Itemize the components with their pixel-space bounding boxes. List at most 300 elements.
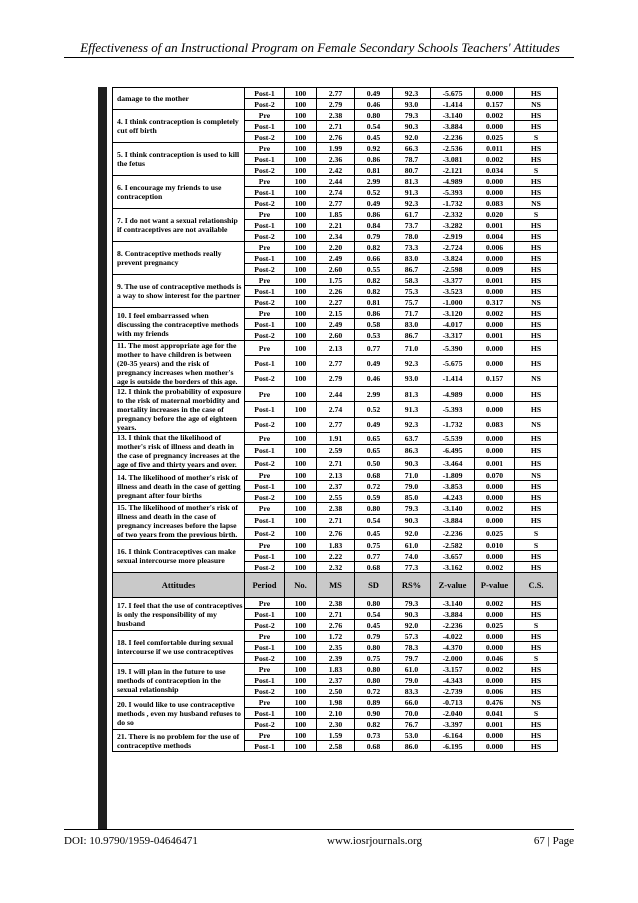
table-cell: Post-1 [245,481,285,492]
table-cell: 0.000 [475,187,515,198]
table-cell: 92.3 [393,88,431,99]
table-cell: 58.3 [393,275,431,286]
table-cell: 0.49 [355,417,393,432]
table-cell: 66.3 [393,143,431,154]
table-cell: 0.77 [355,551,393,562]
attitude-statement: 10. I feel embarrassed when discussing the contraceptive methods with my friends [113,308,245,341]
table-cell: 73.3 [393,242,431,253]
col-header: No. [285,573,317,598]
table-cell: -2.236 [431,132,475,143]
table-cell: 2.20 [317,242,355,253]
footer-website: www.iosrjournals.org [327,835,423,847]
table-cell: 2.71 [317,121,355,132]
table-cell: HS [515,402,558,417]
table-cell: 0.000 [475,121,515,132]
table-cell: HS [515,264,558,275]
table-cell: 66.0 [393,697,431,708]
table-cell: HS [515,275,558,286]
table-cell: 0.000 [475,609,515,620]
table-cell: 100 [285,275,317,286]
table-cell: 80.7 [393,165,431,176]
table-cell: 0.45 [355,132,393,143]
table-cell: 92.0 [393,527,431,539]
table-cell: HS [515,492,558,503]
col-header: SD [355,573,393,598]
table-cell: HS [515,741,558,752]
table-cell: 2.38 [317,598,355,609]
table-cell: 0.79 [355,231,393,242]
table-cell: 2.79 [317,371,355,386]
table-cell: -3.140 [431,503,475,515]
table-cell: 2.71 [317,515,355,527]
table-cell: -1.000 [431,297,475,308]
table-cell: 0.68 [355,741,393,752]
table-cell: 100 [285,371,317,386]
table-row [113,275,558,286]
attitude-statement: 7. I do not want a sexual relationship if contraceptives are not available [113,209,245,242]
attitude-statement: 17. I feel that the use of contraceptives is only the responsibility of my husband [113,598,245,631]
table-cell: -2.000 [431,653,475,664]
table-cell: 0.82 [355,242,393,253]
attitude-statement: 13. I think that the likelihood of mother's risk of illness and death in the case of pregnancy increases at the age of five and thirty years and over. [113,433,245,470]
table-cell: HS [515,387,558,402]
table-cell: 76.7 [393,719,431,730]
table-cell: 2.34 [317,231,355,242]
table-cell: HS [515,515,558,527]
footer-doi: DOI: 10.9790/1959-04646471 [64,835,198,847]
table-cell: 100 [285,631,317,642]
table-cell: HS [515,110,558,121]
table-cell: 2.76 [317,620,355,631]
table-cell: HS [515,308,558,319]
table-row [113,697,558,708]
table-cell: 100 [285,209,317,220]
table-cell: NS [515,198,558,209]
table-cell: 0.001 [475,719,515,730]
table-cell: -0.713 [431,697,475,708]
table-cell: 0.157 [475,371,515,386]
table-cell: Post-2 [245,198,285,209]
table-cell: 70.0 [393,708,431,719]
table-cell: 100 [285,470,317,481]
table-cell: Post-1 [245,642,285,653]
table-cell: Pre [245,540,285,551]
table-cell: 74.0 [393,551,431,562]
table-cell: Pre [245,730,285,741]
table-cell: 0.000 [475,402,515,417]
table-cell: -3.853 [431,481,475,492]
table-cell: 83.3 [393,686,431,697]
table-cell: 0.75 [355,653,393,664]
table-cell: 0.317 [475,297,515,308]
table-cell: 100 [285,481,317,492]
table-cell: 100 [285,143,317,154]
table-cell: 71.7 [393,308,431,319]
table-cell: 0.476 [475,697,515,708]
table-cell: 100 [285,264,317,275]
table-cell: 93.0 [393,371,431,386]
table-cell: 0.49 [355,88,393,99]
table-cell: 2.22 [317,551,355,562]
table-cell: -1.732 [431,417,475,432]
table-cell: 79.0 [393,675,431,686]
table-cell: 2.60 [317,330,355,341]
attitude-statement: 16. I think Contraceptives can make sexual intercourse more pleasure [113,540,245,573]
table-row [113,664,558,675]
table-cell: Post-1 [245,121,285,132]
table-cell: 100 [285,540,317,551]
table-cell: -2.236 [431,527,475,539]
table-cell: 2.55 [317,492,355,503]
table-cell: HS [515,319,558,330]
table-cell: 2.44 [317,387,355,402]
table-cell: S [515,132,558,143]
table-cell: Pre [245,176,285,187]
table-cell: 100 [285,187,317,198]
table-cell: HS [515,253,558,264]
table-cell: 0.000 [475,741,515,752]
table-row [113,341,558,356]
table-cell: Pre [245,598,285,609]
table-cell: 90.3 [393,609,431,620]
table-cell: 0.020 [475,209,515,220]
table-cell: Pre [245,503,285,515]
table-cell: 2.77 [317,356,355,371]
table-cell: 0.000 [475,481,515,492]
table-cell: 0.80 [355,664,393,675]
table-cell: HS [515,730,558,741]
table-cell: Post-1 [245,319,285,330]
table-cell: S [515,527,558,539]
table-cell: 0.54 [355,121,393,132]
table-cell: 100 [285,286,317,297]
table-cell: 2.32 [317,562,355,573]
table-cell: 0.002 [475,562,515,573]
table-cell: NS [515,297,558,308]
table-cell: 0.54 [355,515,393,527]
table-cell: Post-2 [245,686,285,697]
table-cell: -2.739 [431,686,475,697]
table-cell: 0.157 [475,99,515,110]
table-cell: -2.121 [431,165,475,176]
table-cell: 0.000 [475,433,515,445]
table-cell: 100 [285,387,317,402]
table-cell: -3.884 [431,515,475,527]
attitude-statement: 14. The likelihood of mother's risk of illness and death in the case of getting pregnant after four births [113,470,245,503]
table-cell: 0.001 [475,220,515,231]
table-cell: HS [515,176,558,187]
table-cell: 100 [285,620,317,631]
table-cell: 78.0 [393,231,431,242]
table-cell: 0.006 [475,242,515,253]
table-cell: 0.046 [475,653,515,664]
table-cell: 100 [285,198,317,209]
table-cell: Post-1 [245,551,285,562]
col-header: P-value [475,573,515,598]
table-cell: 79.7 [393,653,431,664]
table-cell: Post-2 [245,562,285,573]
table-cell: -4.017 [431,319,475,330]
table-cell: 0.73 [355,730,393,741]
table-cell: 0.86 [355,308,393,319]
table-cell: -3.657 [431,551,475,562]
table-cell: 0.89 [355,697,393,708]
table-cell: 100 [285,121,317,132]
table-cell: S [515,708,558,719]
table-cell: Pre [245,697,285,708]
table-cell: 0.82 [355,286,393,297]
table-cell: Post-2 [245,297,285,308]
table-cell: 0.025 [475,527,515,539]
table-cell: Post-2 [245,132,285,143]
table-cell: Post-1 [245,515,285,527]
table-cell: 0.86 [355,209,393,220]
table-cell: -3.317 [431,330,475,341]
table-cell: HS [515,503,558,515]
table-cell: 100 [285,598,317,609]
table-cell: -1.809 [431,470,475,481]
table-cell: 0.000 [475,551,515,562]
table-cell: 0.083 [475,417,515,432]
table-cell: 0.025 [475,620,515,631]
table-cell: 1.72 [317,631,355,642]
table-cell: NS [515,99,558,110]
table-cell: Post-1 [245,741,285,752]
table-cell: 2.42 [317,165,355,176]
table-cell: -4.989 [431,176,475,187]
table-cell: 2.13 [317,341,355,356]
table-cell: 0.65 [355,433,393,445]
table-cell: 100 [285,88,317,99]
footer-page-number: 67 | Page [533,835,574,847]
table-cell: 0.75 [355,540,393,551]
table-cell: 100 [285,551,317,562]
table-cell: 100 [285,515,317,527]
table-cell: HS [515,642,558,653]
table-cell: HS [515,433,558,445]
table-cell: 0.45 [355,527,393,539]
table-cell: HS [515,664,558,675]
table-row [113,503,558,515]
table-cell: 1.83 [317,540,355,551]
attitude-statement: 20. I would like to use contraceptive methods , even my husband refuses to do so [113,697,245,730]
table-cell: 100 [285,319,317,330]
table-cell: 100 [285,457,317,469]
table-cell: 78.7 [393,154,431,165]
attitude-statement: 18. I feel comfortable during sexual intercourse if we use contraceptives [113,631,245,664]
table-cell: S [515,620,558,631]
table-cell: 90.3 [393,121,431,132]
table-cell: -3.081 [431,154,475,165]
table-cell: 2.50 [317,686,355,697]
table-cell: -2.919 [431,231,475,242]
table-cell: 100 [285,433,317,445]
table-cell: 2.30 [317,719,355,730]
table-cell: 92.3 [393,198,431,209]
table-cell: Post-2 [245,99,285,110]
table-cell: 2.38 [317,110,355,121]
attitude-statement: 5. I think contraception is used to kill the fetus [113,143,245,176]
table-cell: 100 [285,527,317,539]
table-cell: 0.80 [355,503,393,515]
table-cell: 0.083 [475,198,515,209]
table-cell: -2.536 [431,143,475,154]
table-cell: 100 [285,741,317,752]
table-cell: 1.99 [317,143,355,154]
table-cell: 0.000 [475,253,515,264]
table-cell: 100 [285,165,317,176]
table-cell: 90.3 [393,515,431,527]
table-cell: 0.000 [475,286,515,297]
table-cell: 2.71 [317,457,355,469]
table-cell: HS [515,242,558,253]
table-cell: -3.140 [431,110,475,121]
table-cell: HS [515,631,558,642]
table-row [113,110,558,121]
table-cell: 57.3 [393,631,431,642]
table-cell: 100 [285,402,317,417]
table-cell: 0.002 [475,110,515,121]
table-cell: -3.523 [431,286,475,297]
table-row [113,242,558,253]
table-cell: 0.84 [355,220,393,231]
table-cell: 0.000 [475,319,515,330]
table-row [113,540,558,551]
table-cell: 0.006 [475,686,515,697]
table-cell: 61.0 [393,540,431,551]
table-cell: 100 [285,99,317,110]
table-cell: HS [515,356,558,371]
table-cell: HS [515,481,558,492]
table-cell: Pre [245,143,285,154]
table-cell: -4.243 [431,492,475,503]
table-cell: 2.76 [317,527,355,539]
table-cell: 2.26 [317,286,355,297]
table-cell: 0.010 [475,540,515,551]
table-cell: HS [515,286,558,297]
table-row [113,387,558,402]
table-cell: 0.72 [355,686,393,697]
table-cell: 0.025 [475,132,515,143]
table-cell: -3.377 [431,275,475,286]
table-cell: -5.675 [431,356,475,371]
table-row [113,730,558,741]
table-row [113,176,558,187]
table-cell: Pre [245,470,285,481]
table-cell: -3.884 [431,121,475,132]
table-cell: 100 [285,330,317,341]
table-cell: -2.040 [431,708,475,719]
table-cell: 100 [285,176,317,187]
table-cell: -3.120 [431,308,475,319]
table-cell: -5.393 [431,187,475,198]
table-cell: -6.164 [431,730,475,741]
table-cell: NS [515,470,558,481]
table-cell: NS [515,697,558,708]
table-cell: Post-1 [245,88,285,99]
table-cell: 0.000 [475,341,515,356]
table-cell: Post-1 [245,253,285,264]
table-cell: 100 [285,220,317,231]
table-cell: Post-1 [245,286,285,297]
attitude-statement: damage to the mother [113,88,245,110]
table-cell: 0.49 [355,356,393,371]
table-row [113,598,558,609]
table-cell: Post-1 [245,154,285,165]
table-cell: 0.070 [475,470,515,481]
table-cell: HS [515,220,558,231]
table-cell: Post-1 [245,220,285,231]
table-cell: Post-2 [245,457,285,469]
table-cell: 83.0 [393,253,431,264]
table-cell: 100 [285,642,317,653]
table-cell: S [515,209,558,220]
table-row [113,209,558,220]
table-cell: 0.80 [355,598,393,609]
table-cell: -3.824 [431,253,475,264]
table-cell: 0.86 [355,154,393,165]
table-cell: 92.0 [393,620,431,631]
table-cell: NS [515,371,558,386]
table-cell: 1.83 [317,664,355,675]
table-cell: HS [515,445,558,457]
table-cell: HS [515,330,558,341]
table-cell: 2.21 [317,220,355,231]
col-header: MS [317,573,355,598]
table-cell: 86.7 [393,330,431,341]
table-cell: 0.002 [475,308,515,319]
table-cell: 1.98 [317,697,355,708]
table-cell: 100 [285,562,317,573]
table-cell: HS [515,719,558,730]
table-cell: 0.002 [475,664,515,675]
table-cell: 75.3 [393,286,431,297]
running-header: Effectiveness of an Instructional Program on Female Secondary Schools Teachers' Attitudes [80,40,560,55]
attitude-statement: 15. The likelihood of mother's risk of illness and death in the case of pregnancy increases before the lapse of two years from the previous birth. [113,503,245,540]
table-cell: 2.15 [317,308,355,319]
table-cell: 100 [285,253,317,264]
table-cell: -3.162 [431,562,475,573]
table-cell: -2.582 [431,540,475,551]
col-header: Period [245,573,285,598]
table-cell: -4.343 [431,675,475,686]
table-cell: 0.54 [355,609,393,620]
table-cell: 0.77 [355,341,393,356]
table-cell: 0.53 [355,330,393,341]
table-cell: 0.90 [355,708,393,719]
table-cell: 75.7 [393,297,431,308]
table-cell: 1.85 [317,209,355,220]
table-cell: 2.99 [355,387,393,402]
table-cell: -6.495 [431,445,475,457]
table-cell: 2.38 [317,503,355,515]
table-cell: Post-2 [245,719,285,730]
table-cell: 2.79 [317,99,355,110]
table-row [113,88,558,99]
table-cell: 100 [285,686,317,697]
table-cell: 0.000 [475,445,515,457]
table-cell: 2.77 [317,198,355,209]
table-cell: Post-2 [245,330,285,341]
table-cell: S [515,653,558,664]
table-cell: 0.000 [475,387,515,402]
table-cell: 1.91 [317,433,355,445]
table-cell: Post-2 [245,653,285,664]
table-cell: 0.52 [355,402,393,417]
col-header: RS% [393,573,431,598]
table-cell: 2.44 [317,176,355,187]
table-cell: 100 [285,697,317,708]
